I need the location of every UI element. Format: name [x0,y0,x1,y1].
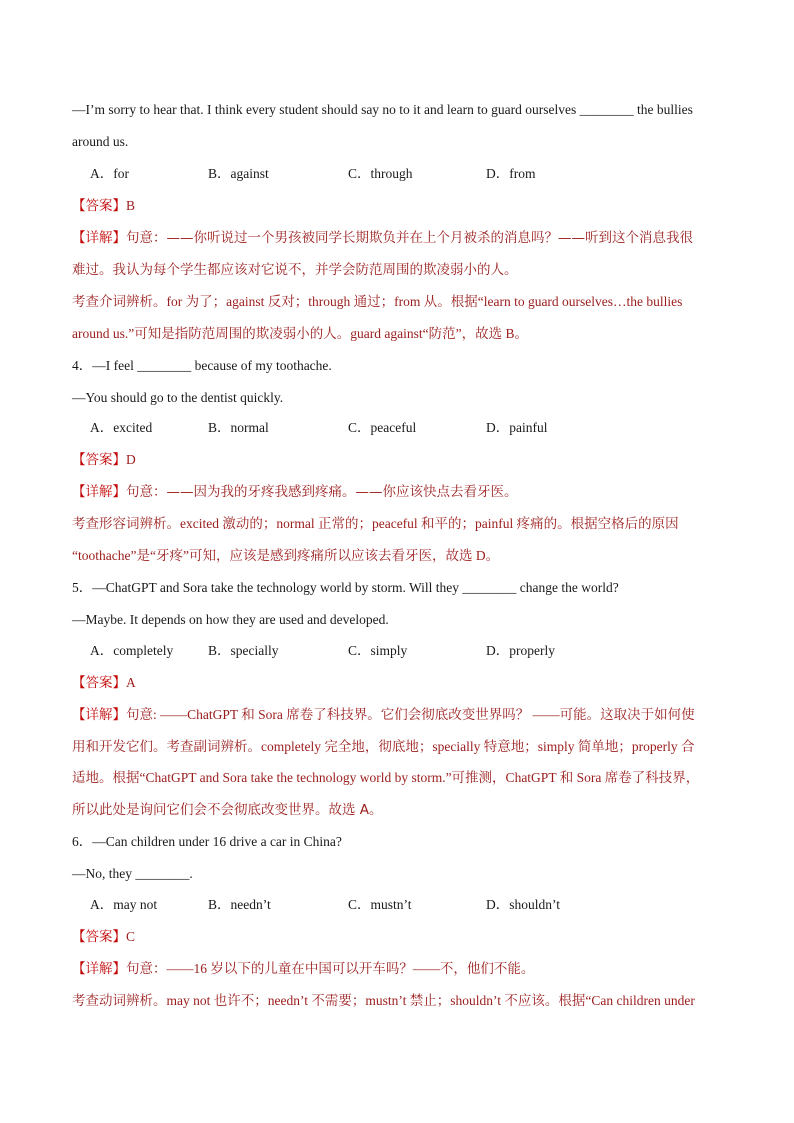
q5-answer [72,673,732,693]
q6-detail-line2: 考查动词辨析。may not 也许不；needn’t 不需要；mustn’t 禁止；shouldn’t 不应该。根据“Can children under [72,993,695,1008]
q4-detail-line1 [72,482,732,502]
detail-text: 句意：——因为我的牙疼我感到疼痛。——你应该快点去看牙医。 [126,484,518,500]
q4-detail-line3: “toothache”是“牙疼”可知，应该是感到疼痛所以应该去看牙医，故选 D。 [72,548,500,563]
q4-options [90,418,710,438]
q5-detail-line4: 所以此处是询问它们会不会彻底改变世界。故选 A。 [72,802,383,818]
detail-text: 句意: ——ChatGPT 和 Sora 席卷了科技界。它们会彻底改变世界吗？ ——可能。这取决于如何使 [126,707,695,722]
q4-detail-line2: 考查形容词辨析。excited 激动的；normal 正常的；peaceful 和平的；painful 疼痛的。根据空格后的原因 [72,516,679,531]
answer-tag: 【答案】 [72,929,126,945]
q3-detail-line1 [72,228,732,248]
q3-detail-line3: 考查介词辨析。for 为了；against 反对；through 通过；from 从。根据“learn to guard ourselves…the bullies [72,294,683,309]
detail-text: 句意：——16 岁以下的儿童在中国可以开车吗？——不，他们不能。 [126,961,535,976]
q3-option-b: B．against [208,166,269,181]
q4-answer [72,450,732,470]
q6-answer [72,927,732,947]
detail-tag: 【详解】 [72,230,126,246]
q4-option-a: A．excited [90,420,153,435]
q6-detail-line1 [72,959,732,979]
detail-text: 句意：——你听说过一个男孩被同学长期欺负并在上个月被杀的消息吗？——听到这个消息我很 [126,230,693,246]
answer-value: B [126,198,136,213]
q3-stem-line1: —I’m sorry to hear that. I think every student should say no to it and learn to guard ourselves ________ the bullies [72,102,693,117]
answer-value: A [126,675,136,690]
detail-tag: 【详解】 [72,961,126,977]
q5-option-b: B．specially [208,643,279,658]
q4-stem-line1: 4．—I feel ________ because of my toothache. [72,358,332,373]
answer-tag: 【答案】 [72,675,126,691]
q3-stem-line2: around us. [72,134,129,149]
q5-option-a: A．completely [90,643,174,658]
q3-detail-line2: 难过。我认为每个学生都应该对它说不，并学会防范周围的欺凌弱小的人。 [72,262,518,278]
q3-answer [72,196,732,216]
q6-option-d: D．shouldn’t [486,897,561,912]
q3-options [90,164,710,184]
q5-stem-line2: —Maybe. It depends on how they are used and developed. [72,612,389,627]
q6-options [90,895,710,915]
q3-option-c: C．through [348,166,413,181]
q3-detail-line4: around us.”可知是指防范周围的欺凌弱小的人。guard against“防范”，故选 B。 [72,326,528,341]
q6-stem-line2: —No, they ________. [72,866,193,881]
q5-stem-line1: 5．—ChatGPT and Sora take the technology world by storm. Will they ________ change the world? [72,580,619,595]
q4-option-c: C．peaceful [348,420,417,435]
q6-stem-line1: 6．—Can children under 16 drive a car in China? [72,834,342,849]
answer-tag: 【答案】 [72,198,126,214]
q5-detail-line1 [72,705,732,725]
q3-option-a: A．for [90,166,129,181]
q5-detail-line2: 用和开发它们。考查副词辨析。completely 完全地，彻底地；specially 特意地；simply 简单地；properly 合 [72,739,695,754]
q5-detail-line3: 适地。根据“ChatGPT and Sora take the technology world by storm.”可推测，ChatGPT 和 Sora 席卷了科技界， [72,770,700,785]
answer-tag: 【答案】 [72,452,126,468]
detail-tag: 【详解】 [72,707,126,723]
q6-option-a: A．may not [90,897,158,912]
q4-stem-line2: —You should go to the dentist quickly. [72,390,284,405]
q4-option-d: D．painful [486,420,548,435]
q5-option-d: D．properly [486,643,555,658]
q3-option-d: D．from [486,166,536,181]
answer-value: C [126,929,136,944]
q6-option-c: C．mustn’t [348,897,412,912]
q5-option-c: C．simply [348,643,408,658]
q6-option-b: B．needn’t [208,897,271,912]
answer-value: D [126,452,136,467]
q4-option-b: B．normal [208,420,269,435]
detail-tag: 【详解】 [72,484,126,500]
q5-options [90,641,710,661]
